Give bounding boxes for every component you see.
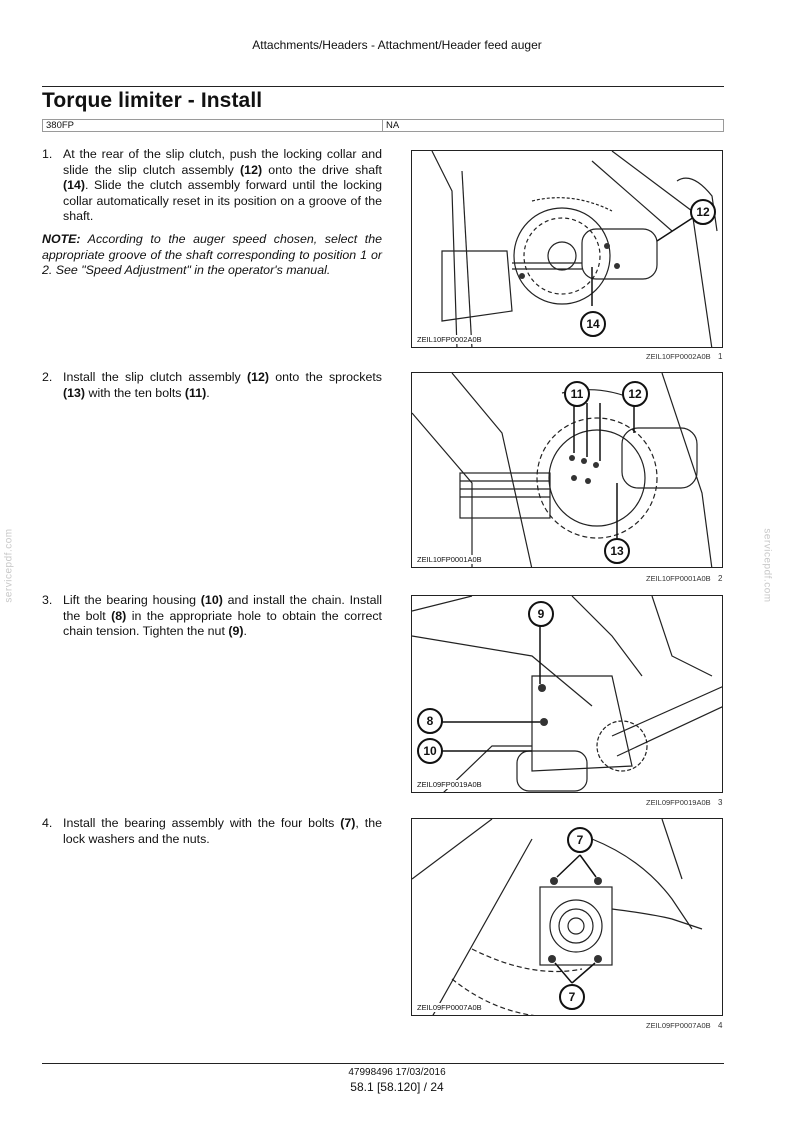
footer-rule (42, 1063, 724, 1064)
step-text: Lift the bearing housing (10) and install the chain. Install the bolt (8) in the appropriate hole to obtain the correct chain tension. Tighten the nut (9). (63, 593, 382, 638)
callout-9: 9 (528, 601, 554, 627)
callout-13: 13 (604, 538, 630, 564)
step-text: Install the slip clutch assembly (12) onto the sprockets (13) with the ten bolts (11). (63, 370, 382, 400)
figure-code: ZEIL10FP0001A0B (417, 555, 482, 564)
page-title: Torque limiter - Install (42, 89, 263, 112)
step-3 (42, 593, 382, 640)
step-number: 1. (42, 147, 53, 161)
figure-number: 4 (718, 1021, 723, 1030)
step-1 (42, 147, 382, 225)
step-text: At the rear of the slip clutch, push the locking collar and slide the slip clutch assembly (12) onto the drive shaft (14). Slide the clutch assembly forward until the locking collar automatically reset in its position on a groove of the shaft. (63, 147, 382, 223)
footer-doc-id: 47998496 17/03/2016 (348, 1067, 446, 1078)
figure-caption: ZEIL09FP0007A0B (646, 1021, 711, 1030)
step-4 (42, 816, 382, 847)
callout-12: 12 (622, 381, 648, 407)
figure-code: ZEIL09FP0019A0B (417, 780, 482, 789)
step-text: Install the bearing assembly with the four bolts (7), the lock washers and the nuts. (63, 816, 382, 846)
note-text: According to the auger speed chosen, select the appropriate groove of the shaft corresponding to position 1 or 2. See "Speed Adjustment" in the operator's manual. (42, 232, 382, 277)
step-number: 2. (42, 370, 53, 384)
figure-3-drawing (412, 596, 723, 793)
model-applicability-table (42, 119, 724, 132)
figure-4-image (411, 818, 723, 1016)
figure-code: ZEIL10FP0002A0B (417, 335, 482, 344)
figure-caption: ZEIL10FP0002A0B (646, 352, 711, 361)
callout-10: 10 (417, 738, 443, 764)
table-divider (382, 120, 383, 131)
figure-number: 3 (718, 798, 723, 807)
figure-code: ZEIL09FP0007A0B (417, 1003, 482, 1012)
figure-number: 2 (718, 574, 723, 583)
figure-caption: ZEIL09FP0019A0B (646, 798, 711, 807)
figure-2-image (411, 372, 723, 568)
figure-1-drawing (412, 151, 723, 348)
market-cell: NA (386, 120, 400, 131)
watermark-left: servicepdf.com (3, 528, 15, 603)
step-number: 4. (42, 816, 53, 830)
figure-caption: ZEIL10FP0001A0B (646, 574, 711, 583)
watermark-right: servicepdf.com (761, 528, 773, 603)
footer-page-number: 58.1 [58.120] / 24 (350, 1080, 444, 1094)
step-2 (42, 370, 382, 401)
header-rule (42, 86, 724, 87)
note (42, 232, 382, 279)
callout-8: 8 (417, 708, 443, 734)
note-label: NOTE: (42, 232, 81, 246)
step-number: 3. (42, 593, 53, 607)
figure-3-image (411, 595, 723, 793)
header-title: Attachments/Headers - Attachment/Header feed auger (252, 38, 542, 52)
callout-14: 14 (580, 311, 606, 337)
callout-7-top: 7 (567, 827, 593, 853)
callout-12: 12 (690, 199, 716, 225)
figure-1-image (411, 150, 723, 348)
callout-11: 11 (564, 381, 590, 407)
callout-7-bottom: 7 (559, 984, 585, 1010)
figure-number: 1 (718, 352, 723, 361)
model-cell: 380FP (46, 120, 74, 131)
